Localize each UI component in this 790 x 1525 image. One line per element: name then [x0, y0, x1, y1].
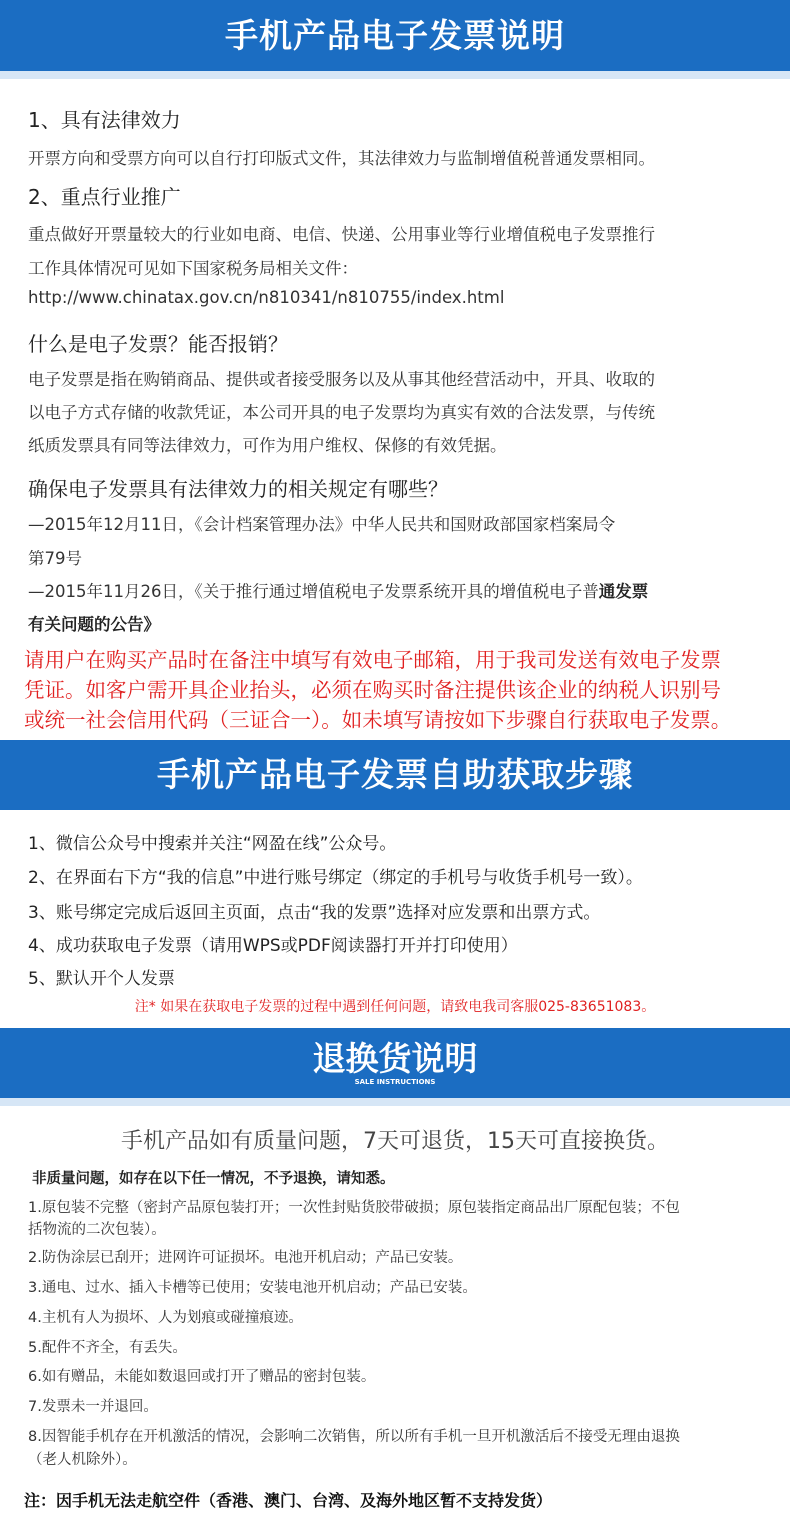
returns-item-1-line2: 括物流的二次包装）。	[28, 1222, 166, 1238]
banner-subtitle: SALE INSTRUCTIONS	[354, 1078, 436, 1086]
returns-intro: 非质量问题，如存在以下任一情况，不予退换，请知悉。	[32, 1171, 395, 1187]
banner-title: 手机产品电子发票自助获取步骤	[157, 755, 633, 794]
header-banner-invoice	[0, 0, 790, 71]
regulation-1-line2: 第79号	[28, 549, 82, 568]
paragraph-legal-effect: 开票方向和受票方向可以自行打印版式文件，其法律效力与监制增值税普通发票相同。	[28, 149, 655, 168]
heading-industry-promotion: 2、重点行业推广	[28, 185, 181, 209]
paragraph-einvoice-line3: 纸质发票具有同等法律效力，可作为用户维权、保修的有效凭据。	[28, 436, 507, 455]
banner-shadow-band	[0, 71, 790, 79]
paragraph-einvoice-line1: 电子发票是指在购销商品、提供或者接受服务以及从事其他经营活动中，开具、收取的	[28, 370, 655, 389]
red-notice-line2: 凭证。如客户需开具企业抬头，必须在购买时备注提供该企业的纳税人识别号	[24, 678, 721, 702]
returns-item-7: 7.发票未一并退回。	[28, 1399, 158, 1415]
returns-item-8-line2: （老人机除外）。	[28, 1452, 137, 1468]
support-note: 注* 如果在获取电子发票的过程中遇到任何问题，请致电我司客服025-83651083。	[134, 999, 656, 1015]
regulation-1-line1: —2015年12月11日，《会计档案管理办法》中华人民共和国财政部国家档案局令	[28, 515, 616, 534]
returns-item-8-line1: 8.因智能手机存在开机激活的情况，会影响二次销售，所以所有手机一旦开机激活后不接受无理由退换	[28, 1429, 680, 1445]
step-4: 4、成功获取电子发票（请用WPS或PDF阅读器打开并打印使用）	[28, 936, 518, 956]
regulation-2-line2: 有关问题的公告》	[28, 615, 160, 634]
paragraph-industry-line2: 工作具体情况可见如下国家税务局相关文件：	[28, 259, 358, 278]
shipping-footnote: 注：因手机无法走航空件（香港、澳门、台湾、及海外地区暂不支持发货）	[24, 1491, 553, 1510]
step-3: 3、账号绑定完成后返回主页面，点击“我的发票”选择对应发票和出票方式。	[28, 903, 601, 923]
red-notice-line3: 或统一社会信用代码（三证合一）。如未填写请按如下步骤自行获取电子发票。	[24, 708, 732, 732]
banner-title: 退换货说明	[312, 1039, 478, 1078]
regulation-2-text: —2015年11月26日，《关于推行通过增值税电子发票系统开具的增值税电子普	[28, 582, 599, 601]
heading-legal-effect: 1、具有法律效力	[28, 108, 181, 132]
regulation-2-bold: 通发票	[598, 582, 649, 601]
tax-bureau-url[interactable]: http://www.chinatax.gov.cn/n810341/n810755/index.html	[28, 288, 505, 307]
header-banner-returns	[0, 1028, 790, 1098]
step-2: 2、在界面右下方“我的信息”中进行账号绑定（绑定的手机号与收货手机号一致）。	[28, 868, 643, 888]
returns-item-3: 3.通电、过水、插入卡槽等已使用；安装电池开机启动；产品已安装。	[28, 1280, 477, 1296]
heading-what-is-einvoice: 什么是电子发票？能否报销？	[28, 332, 288, 356]
heading-regulations: 确保电子发票具有法律效力的相关规定有哪些？	[28, 477, 448, 501]
banner-title: 手机产品电子发票说明	[225, 16, 565, 55]
returns-item-6: 6.如有赠品，未能如数退回或打开了赠品的密封包装。	[28, 1369, 376, 1385]
banner-shadow-band	[0, 1098, 790, 1106]
returns-item-1-line1: 1.原包装不完整（密封产品原包装打开；一次性封贴货胶带破损；原包装指定商品出厂原配包装；不包	[28, 1200, 680, 1216]
returns-item-4: 4.主机有人为损坏、人为划痕或碰撞痕迹。	[28, 1310, 303, 1326]
header-banner-self-service	[0, 740, 790, 810]
paragraph-industry-line1: 重点做好开票量较大的行业如电商、电信、快递、公用事业等行业增值税电子发票推行	[28, 225, 655, 244]
paragraph-einvoice-line2: 以电子方式存储的收款凭证，本公司开具的电子发票均为真实有效的合法发票，与传统	[28, 403, 655, 422]
returns-item-5: 5.配件不齐全，有丢失。	[28, 1340, 187, 1356]
step-5: 5、默认开个人发票	[28, 969, 175, 989]
step-1: 1、微信公众号中搜索并关注“网盈在线”公众号。	[28, 834, 397, 854]
returns-item-2: 2.防伪涂层已刮开；进网许可证损坏。电池开机启动；产品已安装。	[28, 1250, 463, 1266]
red-notice-line1: 请用户在购买产品时在备注中填写有效电子邮箱，用于我司发送有效电子发票	[24, 648, 721, 672]
returns-lead: 手机产品如有质量问题，7天可退货，15天可直接换货。	[121, 1129, 669, 1154]
regulation-2-line1	[28, 578, 648, 602]
